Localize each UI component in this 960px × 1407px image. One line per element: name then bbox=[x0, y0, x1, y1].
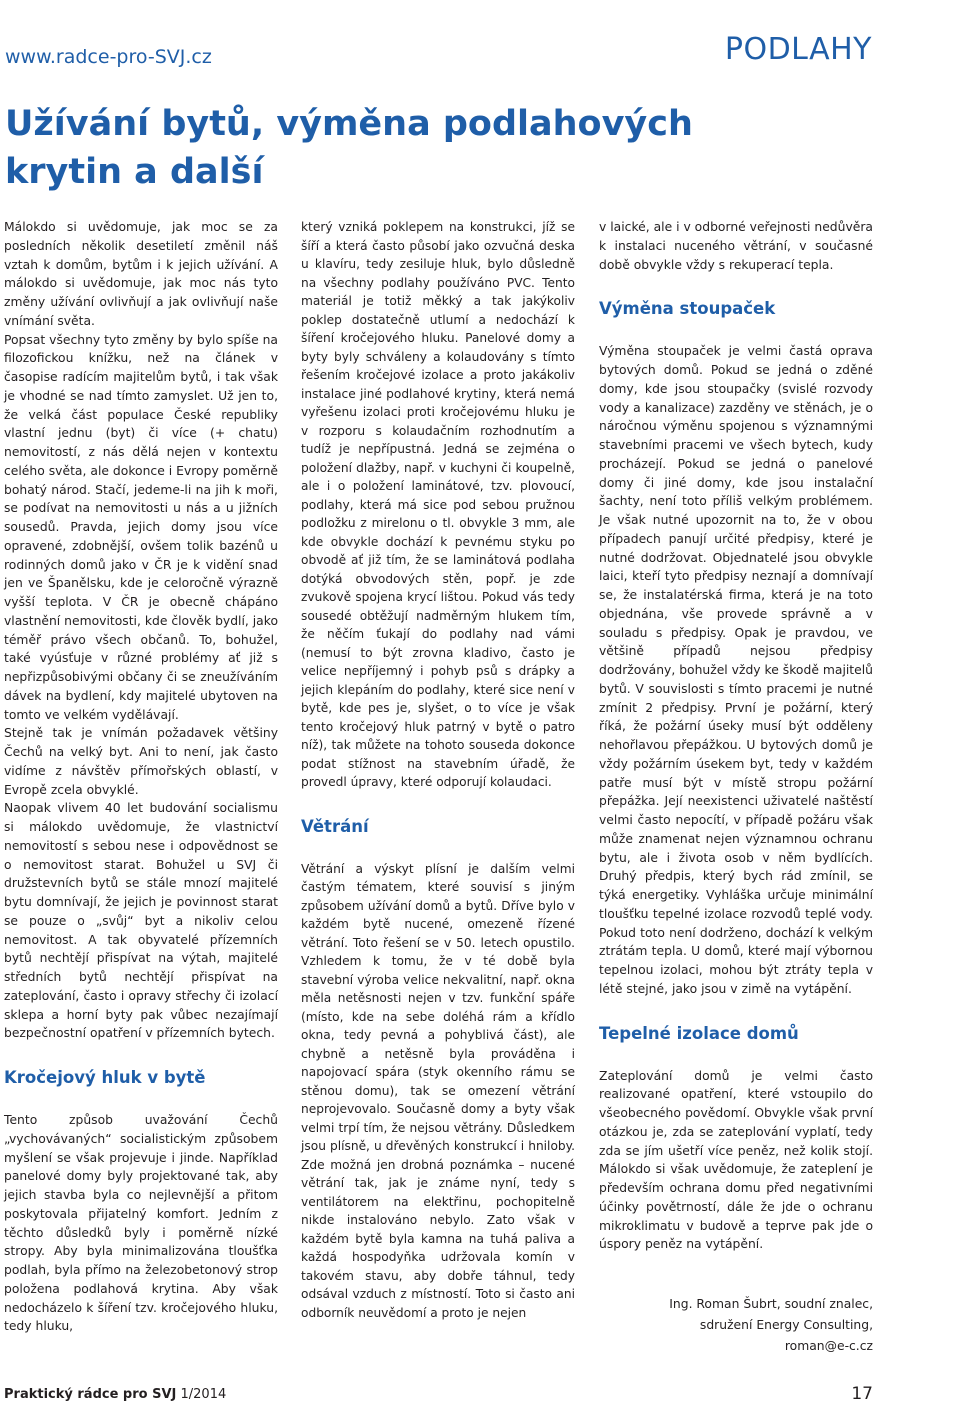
article-column-2 bbox=[301, 218, 575, 1322]
section-heading: Větrání bbox=[301, 816, 369, 836]
paragraph: Větrání a výskyt plísní je dalším velmi častým tématem, které souvisí s jiným způsobem užívání domů a bytů. Dříve bylo v každém bytě nucené, omezeně řízené větrání. Toto řešení se v 50. letech opustilo. Vzhledem k tomu, že v té době byla stavební výroba velice nekvalitní, např. okna měla netěsnosti nejen v tzv. funkční spáře (místo, kde na sebe doléhá rám a křídlo okna, tedy pevná a pohyblivá část), ale chybně a netěsně byla prováděna i napojovací spára (styk okenního rámu se stěnou domu), tak se omezení větrání neprojevovalo. Současně domy a byty však velmi trpí tím, že nejsou větrány. Důsledkem jsou plísně, u dřevěných konstrukcí i hniloby. Zde možná jen drobná poznámka – nucené větrání tak, jak je známe nyní, tedy s ventilátorem na elektřinu, pochopitelně nikde instalováno nebylo. Zato však v každém bytě byla kamna na tuhá paliva a každá hospodyňka udržovala komín v takovém stavu, aby dobře táhnul, tedy odsával vzduch z místností. Toto si často ani odborník neuvědomí a proto je nejen bbox=[301, 861, 575, 1320]
section-heading: Výměna stoupaček bbox=[599, 299, 776, 319]
paragraph: Tento způsob uvažování Čechů „vychovávaných“ socialistickým způsobem myšlení se však projevuje i jinde. Například panelové domy byly projektované tak, aby jejich stavba byla co nejlevnější a přitom poskytovala přijatelný komfort. Jedním z těchto důsledků byly i poměrně nízké stropy. Aby byla minimalizována tloušťka podlah, byla přímo na železobetonový strop položena podlahová krytina. Aby však nedocházelo k šíření tzv. kročejového hluku, tedy hluku, bbox=[4, 1113, 278, 1334]
paragraph: v laické, ale i v odborné veřejnosti nedůvěra k instalaci nuceného větrání, v současné době obvykle vždy s rekuperací tepla. bbox=[599, 220, 873, 272]
paragraph: Naopak vlivem 40 let budování socialismu si málokdo uvědomuje, že vlastnictví nemovitostí s sebou nese i odpovědnost se o nemovitost starat. Bohužel u SVJ či družstevních bytů se stále mnozí majitelé bytu domnívají, že jejich je povinnost starat se pouze o „svůj“ byt a nikoliv celou nemovitost. A tak obyvatelé přízemních bytů nechtějí přispívat na výtah, majitelé středních bytů nechtějí přispívat na zateplování, často i opravy střechy či izolací sklepa a horní byty pak vůbec nezajímají bezpečnostní opatření v přízemních bytech. bbox=[4, 801, 278, 1041]
author-name: Ing. Roman Šubrt, soudní znalec, bbox=[669, 1297, 873, 1311]
site-url[interactable]: www.radce-pro-SVJ.cz bbox=[5, 46, 212, 68]
article-title: Užívání bytů, výměna podlahových krytin a další bbox=[5, 104, 693, 192]
paragraph: Výměna stoupaček je velmi častá oprava bytových domů. Pokud se jedná o zděné domy, kde jsou stoupačky (svislé rozvody vody a kanalizace) zazděny ve stěnách, je o náročnou výměnu spojenou s významnými stavebními pracemi ve všech bytech, kudy procházejí. Pokud se jedná o panelové domy či jiné domy, kde jsou instalační šachty, není toto příliš velkým problémem. Je však nutné upozornit na to, že v obou případech panují určité předpisy, které je nutné dodržovat. Objednatelé jsou obvykle laici, kteří tyto předpisy neznají a domnívají se, že instalatérská firma, která je na toto objednána, vše provede správně a v souladu s předpisy. Opak je pravdou, ve většině případů nejsou předpisy dodržovány, bohužel vždy ke škodě majitelů bytů. V souvislosti s tímto pracemi je nutné zmínit 2 předpisy. První je požární, který říká, že požární úseky musí být odděleny nehořlavou přepážkou. U bytových domů je vždy požárním úsekem byt, tedy v každém patře musí být v místě stropu požární přepážka. Její neexistenci uživatelé naštěstí velmi často nepocítí, v případě požáru však může znamenat nejen významnou ochranu bytu, ale i života osob v něm bydlících. Druhý předpis, který bych rád zmínil, se týká energetiky. Vyhláška určuje minimální tloušťku tepelné izolace rozvodů teplé vody. Pokud toto není dodrženo, dochází k velkým ztrátám tepla. U domů, které mají výbornou tepelnou izolaci, mohou být ztráty tepla v létě stejné, jako jsou v zimě na vytápění. bbox=[599, 344, 873, 996]
section-label: PODLAHY bbox=[724, 32, 872, 67]
publication-name: Praktický rádce pro SVJ bbox=[4, 1387, 177, 1402]
paragraph: Stejně tak je vnímán požadavek většiny Čechů na velký byt. Ani to není, jak často vidíme z návštěv přímořských oblastí, v Evropě zcela obvyklé. bbox=[4, 726, 278, 797]
paragraph: Málokdo si uvědomuje, jak moc se za posledních několik desetiletí změnil náš vztah k domům, bytům i k jejich užívání. A málokdo si uvědomuje, jak moc nás tyto změny užívání ovlivňují a jak ovlivňují naše vnímání světa. bbox=[4, 220, 278, 328]
article-column-3 bbox=[599, 218, 873, 1357]
paragraph: Zateplování domů je velmi často realizované opatření, které vstoupilo do všeobecného povědomí. Obvykle však první otázkou je, zda se zateplování vyplatí, tedy zda se jím ušetří více peněz, než kolik stojí. Málokdo si však uvědomuje, že zateplení je především ochrana domu před negativními účinky povětrností, dále že jde o ochranu mikroklimatu v budově a teprve pak jde o úspory peněz na vytápění. bbox=[599, 1068, 873, 1252]
paragraph: Popsat všechny tyto změny by bylo spíše na filozofickou knížku, než na článek v časopise radícím majitelům bytů, i tak však je vhodné se nad tímto zamyslet. Už jen to, že velká část populace České republiky vlastní jednu (byt) či více (+ chatu) nemovitostí, z nás dělá nejen v kontextu celého světa, ale dokonce i Evropy poměrně bohatý národ. Stačí, jedeme-li na jih k moři, se podívat na nemovitosti u nás a u jižních sousedů. Pravda, jejich domy jsou více opravené, zdobnější, ovšem tolik bazénů u rodinných domů jako v ČR je k vidění snad jen ve Španělsku, kde je celoročně výrazně vyšší teplota. V ČR je obecně chápáno vlastnění nemovitosti, kde člověk bydlí, jako téměř právo všech občanů. To, bohužel, také vyúsťuje v různé problémy ať již s nepřizpůsobivými občany či se zneužíváním dávek na bydlení, kdy majitelé ubytoven na tomto ve velkém vydělávají. bbox=[4, 332, 279, 722]
paragraph: který vzniká poklepem na konstrukci, jíž se šíří a která často působí jako ozvučná deska u klavíru, tedy zesiluje hluk, bylo důsledně na všechny podlahy používáno PVC. Tento materiál je totiž měkký a tak jakýkoliv poklep dostatečně utlumí a nedochází k šíření kročejového hluku. Panelové domy a byty byly schváleny a kolaudovány s tímto řešením kročejové izolace a proto jakákoliv instalace jiné podlahové krytiny, která nemá vyřešenu izolaci proti kročejovému hluku je v rozporu s kolaudačním rozhodnutím a tudíž je nepřípustná. Jedná se zejména o položení dlažby, např. v kuchyni či koupelně, ale i o položení laminátové, tzv. plovoucí, podlahy, která má sice pod sebou pružnou podložku z mirelonu o tl. obvykle 3 mm, ale kde obvykle dochází k pevnému styku po obvodě ať již tím, že se laminátová podlaha dotýká obvodových stěn, popř. je zde zvukově spojena krycí lištou. Pokud vás tedy sousedé obtěžují nadměrným hlukem tím, že něčím ťukají do podlahy nad vámi (nemusí to být zrovna kladivo, často je velice nepříjemný i pohyb psů s drápky a jejich klepáním do podlahy, které sice není v bytě, kde pes je, slyšet, o to více je však tento kročejový hluk patrný v bytě o patro níž), tak můžete na tohoto souseda dokonce podat stížnost na stavebním úřadě, že provedl úpravy, které odporují kolaudaci. bbox=[301, 220, 575, 789]
section-heading: Tepelné izolace domů bbox=[599, 1023, 799, 1043]
article-column-1 bbox=[4, 218, 278, 1336]
author-organization: sdružení Energy Consulting, bbox=[699, 1318, 873, 1332]
footer-publication bbox=[4, 1387, 226, 1402]
author-signature bbox=[599, 1294, 873, 1357]
author-email[interactable]: roman@e-c.cz bbox=[784, 1339, 873, 1353]
issue-number: 1/2014 bbox=[180, 1387, 227, 1402]
section-heading: Kročejový hluk v bytě bbox=[4, 1068, 206, 1087]
page-number: 17 bbox=[851, 1384, 873, 1404]
